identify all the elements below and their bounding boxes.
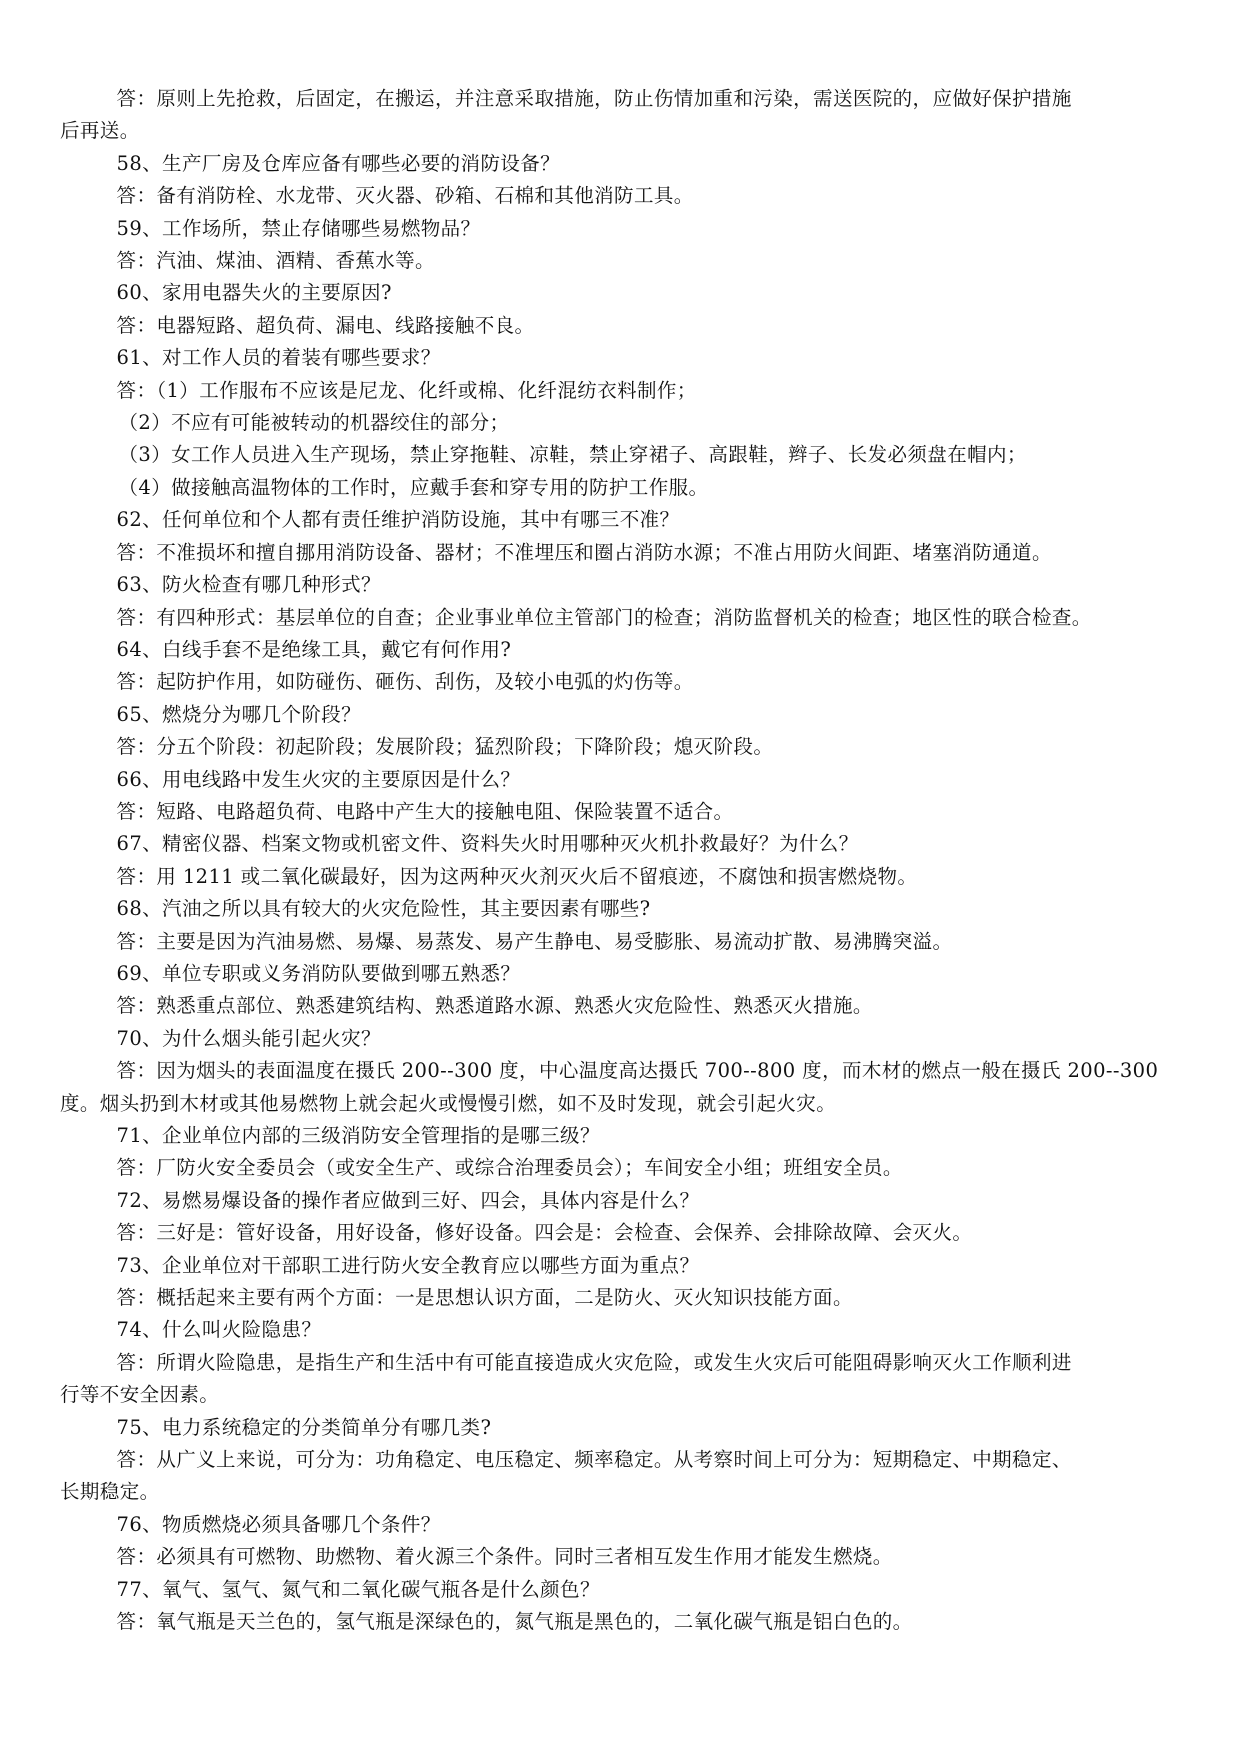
text-line: 答：从广义上来说，可分为：功角稳定、电压稳定、频率稳定。从考察时间上可分为：短期稳定、中期稳定、 (116, 1448, 1072, 1472)
text-line: 答：备有消防栓、水龙带、灭火器、砂箱、石棉和其他消防工具。 (116, 184, 694, 208)
text-line: 61、对工作人员的着装有哪些要求？ (116, 346, 441, 370)
text-line: 度。烟头扔到木材或其他易燃物上就会起火或慢慢引燃，如不及时发现，就会引起火灾。 (60, 1091, 837, 1115)
text-line: 答：三好是：管好设备，用好设备，修好设备。四会是：会检查、会保养、会排除故障、会灭火。 (116, 1221, 973, 1245)
text-line: 答：短路、电路超负荷、电路中产生大的接触电阻、保险装置不适合。 (116, 799, 734, 823)
document-page (60, 83, 1200, 1639)
text-line: 答：原则上先抢救，后固定，在搬运，并注意采取措施，防止伤情加重和污染，需送医院的，应做好保护措施 (116, 87, 1072, 110)
text-line: 答：分五个阶段：初起阶段；发展阶段；猛烈阶段；下降阶段；熄灭阶段。 (116, 735, 774, 759)
text-line: （2）不应有可能被转动的机器绞住的部分； (118, 411, 510, 435)
text-line: 75、电力系统稳定的分类简单分有哪几类? (116, 1415, 492, 1439)
text-line: 答：所谓火险隐患，是指生产和生活中有可能直接造成火灾危险，或发生火灾后可能阻碍影响灭火工作顺利进 (116, 1350, 1072, 1374)
text-line: 答：起防护作用，如防碰伤、砸伤、刮伤，及较小电弧的灼伤等。 (116, 670, 694, 694)
text-line: 70、为什么烟头能引起火灾？ (116, 1026, 381, 1050)
text-line: 59、工作场所，禁止存储哪些易燃物品？ (116, 216, 481, 240)
text-line: 67、精密仪器、档案文物或机密文件、资料失火时用哪种灭火机扑救最好？为什么？ (116, 832, 859, 856)
text-line: 答：因为烟头的表面温度在摄氏 200--300 度，中心温度高达摄氏 700--800 度，而木材的燃点一般在摄氏 200--300 (116, 1059, 1159, 1083)
text-line: 答：电器短路、超负荷、漏电、线路接触不良。 (116, 313, 535, 337)
text-line: 71、企业单位内部的三级消防安全管理指的是哪三级？ (116, 1124, 600, 1147)
text-line: 答：熟悉重点部位、熟悉建筑结构、熟悉道路水源、熟悉火灾危险性、熟悉灭火措施。 (116, 994, 873, 1018)
text-line: 答：用 1211 或二氧化碳最好，因为这两种灭火剂灭火后不留痕迹，不腐蚀和损害燃烧物。 (116, 864, 918, 888)
text-line: 68、汽油之所以具有较大的火灾危险性，其主要因素有哪些? (116, 897, 651, 921)
text-line: 76、物质燃烧必须具备哪几个条件？ (116, 1512, 441, 1536)
text-line: 答：不准损坏和擅自挪用消防设备、器材；不准埋压和圈占消防水源；不准占用防火间距、堵塞消防通道。 (116, 540, 1052, 564)
text-line: 73、企业单位对干部职工进行防火安全教育应以哪些方面为重点？ (116, 1253, 700, 1277)
text-line: 65、燃烧分为哪几个阶段？ (116, 702, 362, 726)
text-line: 答：概括起来主要有两个方面：一是思想认识方面，二是防火、灭火知识技能方面。 (116, 1286, 853, 1310)
text-line: 66、用电线路中发生火灾的主要原因是什么？ (116, 767, 521, 791)
text-line: 答：氧气瓶是天兰色的，氢气瓶是深绿色的，氮气瓶是黑色的，二氧化碳气瓶是铝白色的。 (116, 1610, 913, 1634)
text-line: （4）做接触高温物体的工作时，应戴手套和穿专用的防护工作服。 (118, 475, 709, 499)
text-line: 72、易燃易爆设备的操作者应做到三好、四会，具体内容是什么？ (116, 1188, 700, 1212)
text-line: 后再送。 (60, 119, 140, 143)
text-line: 69、单位专职或义务消防队要做到哪五熟悉？ (116, 961, 521, 985)
text-line: 60、家用电器失火的主要原因? (116, 281, 392, 305)
text-line: 答：厂防火安全委员会（或安全生产、或综合治理委员会）；车间安全小组；班组安全员。 (116, 1156, 903, 1180)
text-line: 答：汽油、煤油、酒精、香蕉水等。 (116, 249, 435, 273)
text-line: 答：必须具有可燃物、助燃物、着火源三个条件。同时三者相互发生作用才能发生燃烧。 (116, 1545, 893, 1569)
text-line: 63、防火检查有哪几种形式？ (116, 573, 381, 597)
text-line: 64、白线手套不是绝缘工具，戴它有何作用? (116, 637, 512, 661)
text-line: 77、氧气、氢气、氮气和二氧化碳气瓶各是什么颜色？ (116, 1577, 600, 1601)
text-line: 长期稳定。 (60, 1480, 160, 1504)
text-line: 答：（1）工作服布不应该是尼龙、化纤或棉、化纤混纺衣料制作； (116, 378, 697, 402)
text-line: 74、什么叫火险隐患？ (116, 1318, 322, 1342)
text-line: 62、任何单位和个人都有责任维护消防设施，其中有哪三不准？ (116, 508, 680, 532)
text-line: 答：有四种形式：基层单位的自查；企业事业单位主管部门的检查；消防监督机关的检查；地区性的联合检查。 (116, 605, 1092, 629)
text-line: （3）女工作人员进入生产现场，禁止穿拖鞋、凉鞋，禁止穿裙子、高跟鞋，辫子、长发必须盘在帽内； (118, 443, 1027, 467)
text-line: 答：主要是因为汽油易燃、易爆、易蒸发、易产生静电、易受膨胀、易流动扩散、易沸腾突溢。 (116, 929, 953, 953)
text-line: 58、生产厂房及仓库应备有哪些必要的消防设备？ (116, 151, 561, 175)
text-line: 行等不安全因素。 (60, 1383, 220, 1407)
